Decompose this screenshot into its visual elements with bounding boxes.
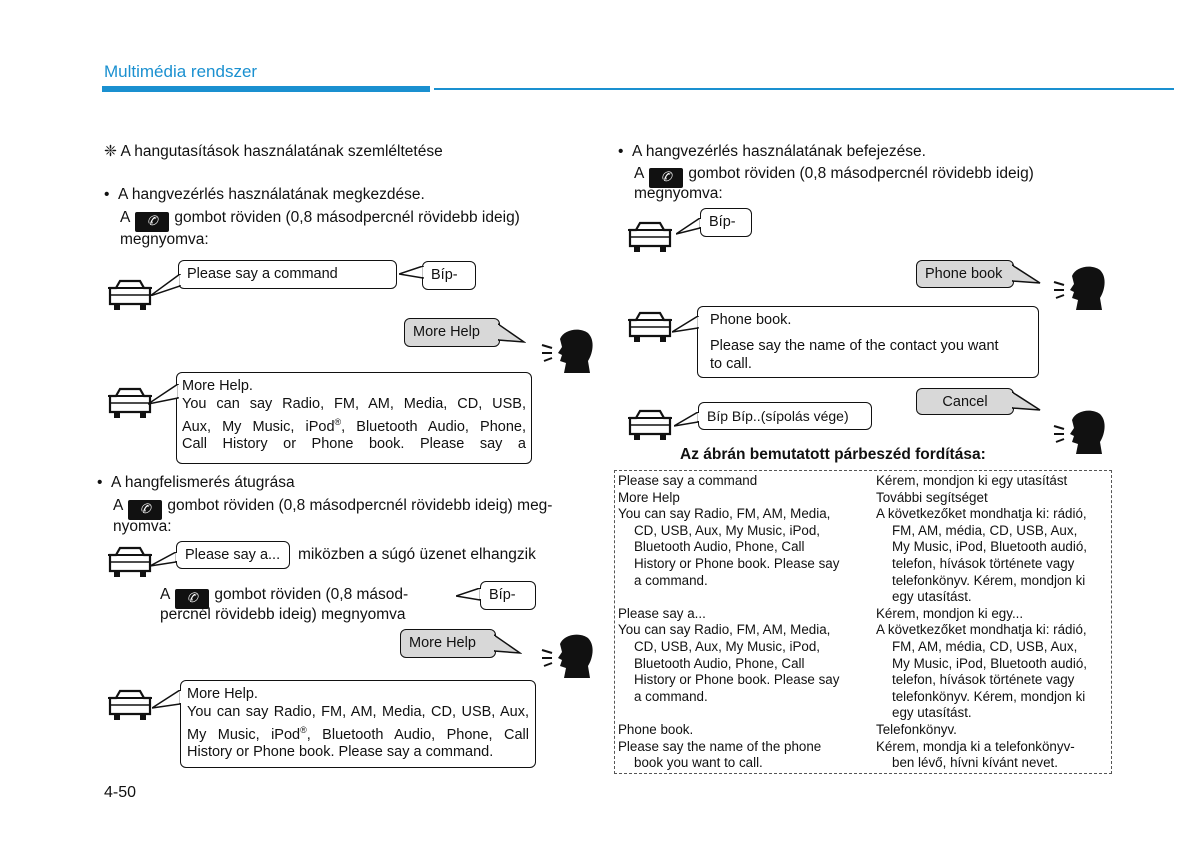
response-line1: You can say Radio, FM, AM, Media, CD, USB, Aux, xyxy=(187,703,529,720)
bubble-tail xyxy=(1012,390,1042,412)
translation-line: Kérem, mondjon ki egy utasítást xyxy=(876,473,1068,488)
car-icon xyxy=(106,688,154,722)
bubble-beep-text: Bíp- xyxy=(431,267,458,283)
translation-line: Bluetooth Audio, Phone, Call xyxy=(634,655,805,671)
bubble-tail xyxy=(494,633,522,655)
translation-line: Bluetooth Audio, Phone, Call xyxy=(634,539,805,555)
bubble-tail xyxy=(150,274,182,296)
translation-line: You can say Radio, FM, AM, Media, xyxy=(618,622,831,638)
translation-line: A következőket mondhatja ki: rádió, xyxy=(876,506,1087,522)
response-line3: History or Phone book. Please say a command. xyxy=(187,744,494,761)
translation-line: egy utasítást. xyxy=(892,705,972,721)
response-line2b: , Bluetooth Audio, Phone, Call xyxy=(306,726,529,743)
translation-line: Kérem, mondja ki a telefonkönyv- xyxy=(876,738,1075,754)
bullet-end: • A hangvezérlés használatának befejezése. xyxy=(618,143,926,160)
translation-line: You can say Radio, FM, AM, Media, xyxy=(618,506,831,522)
header-bar-thin xyxy=(434,88,1174,90)
bubble-beep-end-text: Bíp Bíp..(sípolás vége) xyxy=(707,408,849,424)
bullet-start: • A hangvezérlés használatának megkezdése. xyxy=(104,186,425,203)
bubble-please-say-command xyxy=(178,260,397,289)
response-line2a: My Music, iPod xyxy=(187,726,301,743)
bubble-tail xyxy=(399,266,425,282)
skip-press-b: gombot röviden (0,8 másod- xyxy=(214,586,409,603)
translation-line: My Music, iPod, Bluetooth audió, xyxy=(892,539,1088,555)
translation-line: Phone book. xyxy=(618,721,694,737)
translation-line: History or Phone book. Please say xyxy=(634,672,840,688)
registered-mark: ® xyxy=(334,416,342,427)
response-more-help-1 xyxy=(176,372,532,464)
translation-line: History or Phone book. Please say xyxy=(634,555,840,571)
translation-line: ben lévő, hívni kívánt nevet. xyxy=(892,755,1058,771)
car-icon xyxy=(626,220,674,254)
bubble-more-help-text: More Help xyxy=(413,324,480,340)
bullet-skip: • A hangfelismerés átugrása xyxy=(97,474,295,491)
bubble-cancel xyxy=(916,388,1014,415)
response-title: More Help. xyxy=(187,686,258,702)
response-line1: You can say Radio, FM, AM, Media, CD, USB, xyxy=(182,395,526,412)
translation-line: My Music, iPod, Bluetooth audió, xyxy=(892,655,1088,671)
bubble-beep xyxy=(700,208,752,237)
translation-line: Please say the name of the phone xyxy=(618,738,822,754)
translation-line: More Help xyxy=(618,489,680,505)
speaking-head-icon xyxy=(1052,262,1108,312)
bubble-cancel-text: Cancel xyxy=(942,394,988,410)
response-line2: Please say the name of the contact you want xyxy=(710,338,999,354)
response-line3: to call. xyxy=(710,356,752,372)
bubble-beep-text: Bíp- xyxy=(709,214,736,230)
bubble-tail xyxy=(152,690,182,710)
translation-title: Az ábrán bemutatott párbeszéd fordítása: xyxy=(680,446,986,463)
bubble-more-help xyxy=(404,318,500,347)
page-number: 4-50 xyxy=(104,784,137,801)
bubble-more-help-text: More Help xyxy=(409,635,476,651)
speaking-head-icon xyxy=(540,325,596,375)
end-a: A xyxy=(634,165,645,182)
skip-a: A xyxy=(113,497,124,514)
translation-line: További segítséget xyxy=(876,489,988,505)
bubble-more-help xyxy=(400,629,496,658)
response-line2a: Aux, My Music, iPod xyxy=(182,418,335,435)
voice-talk-key-icon: ✆ xyxy=(649,168,683,188)
start-line1: gombot röviden (0,8 másodpercnél rövidebb ideig) xyxy=(174,209,520,226)
translation-line xyxy=(618,589,873,606)
speaking-head-icon xyxy=(1052,406,1108,456)
bubble-beep xyxy=(422,261,476,290)
skip-instruction xyxy=(113,496,603,520)
during-help-text: miközben a súgó üzenet elhangzik xyxy=(298,546,536,563)
translation-line: telefonkönyv. Kérem, mondjon ki xyxy=(892,572,1086,588)
start-line2: megnyomva: xyxy=(120,231,209,248)
translation-line: FM, AM, média, CD, USB, Aux, xyxy=(892,638,1078,654)
response-more-help-2 xyxy=(180,680,536,768)
bullet-skip-text: A hangfelismerés átugrása xyxy=(111,474,295,491)
translation-line: telefon, hívások története vagy xyxy=(892,672,1075,688)
bubble-tail xyxy=(456,588,482,604)
skip-press-c: percnél rövidebb ideig) megnyomva xyxy=(160,606,406,623)
translation-line: CD, USB, Aux, My Music, iPod, xyxy=(634,638,821,654)
translation-line: book you want to call. xyxy=(634,755,763,771)
response-line2 xyxy=(187,722,529,745)
bubble-beep xyxy=(480,581,536,610)
registered-mark: ® xyxy=(300,724,307,735)
start-a: A xyxy=(120,209,131,226)
translation-line: telefonkönyv. Kérem, mondjon ki xyxy=(892,688,1086,704)
bubble-tail xyxy=(676,218,702,236)
response-line3: Call History or Phone book. Please say a xyxy=(182,436,526,453)
voice-talk-key-icon: ✆ xyxy=(135,212,169,232)
translation-line: Kérem, mondjon ki egy... xyxy=(876,605,1024,621)
translation-line: A következőket mondhatja ki: rádió, xyxy=(876,622,1087,638)
car-icon xyxy=(626,310,674,344)
header-bar-thick xyxy=(102,86,430,92)
translation-line xyxy=(618,705,873,722)
response-title: More Help. xyxy=(182,378,253,394)
translation-line: a command. xyxy=(634,688,708,704)
skip-line2: nyomva: xyxy=(113,518,172,535)
bubble-phone-book xyxy=(916,260,1014,288)
translation-line: FM, AM, média, CD, USB, Aux, xyxy=(892,522,1078,538)
car-icon xyxy=(106,545,154,579)
bubble-tail xyxy=(150,552,178,568)
translation-line: egy utasítást. xyxy=(892,589,972,605)
translation-line: Telefonkönyv. xyxy=(876,721,957,737)
skip-line1: gombot röviden (0,8 másodpercnél rövidebb ideig) meg- xyxy=(167,497,553,514)
start-instruction xyxy=(120,208,596,232)
end-line1: gombot röviden (0,8 másodpercnél rövidebb ideig) xyxy=(688,165,1034,182)
response-phone-book xyxy=(697,306,1039,378)
bullet-end-text: A hangvezérlés használatának befejezése. xyxy=(632,143,926,160)
skip-press-a: A xyxy=(160,586,171,603)
bubble-tail xyxy=(674,412,700,430)
bubble-please-say-command-text: Please say a command xyxy=(187,266,338,282)
end-line2: megnyomva: xyxy=(634,185,723,202)
translation-line: telefon, hívások története vagy xyxy=(892,555,1075,571)
bubble-please-say xyxy=(176,541,290,569)
bubble-tail xyxy=(672,316,700,334)
response-line2b: , Bluetooth Audio, Phone, xyxy=(341,418,527,435)
bullet-start-text: A hangvezérlés használatának megkezdése. xyxy=(118,186,425,203)
translation-english-column xyxy=(618,473,873,772)
intro-heading: ❈ A hangutasítások használatának szemléltetése xyxy=(104,143,443,160)
translation-line: Please say a command xyxy=(618,473,758,488)
bubble-phone-book-text: Phone book xyxy=(925,266,1003,282)
car-icon xyxy=(106,278,154,312)
bubble-tail xyxy=(1012,263,1042,285)
bubble-please-say-text: Please say a... xyxy=(185,547,281,563)
response-line2 xyxy=(182,414,526,437)
translation-line: Please say a... xyxy=(618,605,706,621)
bubble-beep-text: Bíp- xyxy=(489,587,516,603)
bubble-beep-end xyxy=(698,402,872,430)
response-line1: Phone book. xyxy=(710,312,792,328)
voice-talk-key-icon: ✆ xyxy=(128,500,162,520)
car-icon xyxy=(626,408,674,442)
speaking-head-icon xyxy=(540,630,596,680)
section-title: Multimédia rendszer xyxy=(104,62,258,81)
voice-talk-key-icon: ✆ xyxy=(175,589,209,609)
car-icon xyxy=(106,386,154,420)
translation-line: a command. xyxy=(634,572,708,588)
translation-hungarian-column xyxy=(876,473,1112,772)
bubble-tail xyxy=(148,384,180,406)
bubble-tail xyxy=(498,322,526,344)
translation-line: CD, USB, Aux, My Music, iPod, xyxy=(634,522,821,538)
